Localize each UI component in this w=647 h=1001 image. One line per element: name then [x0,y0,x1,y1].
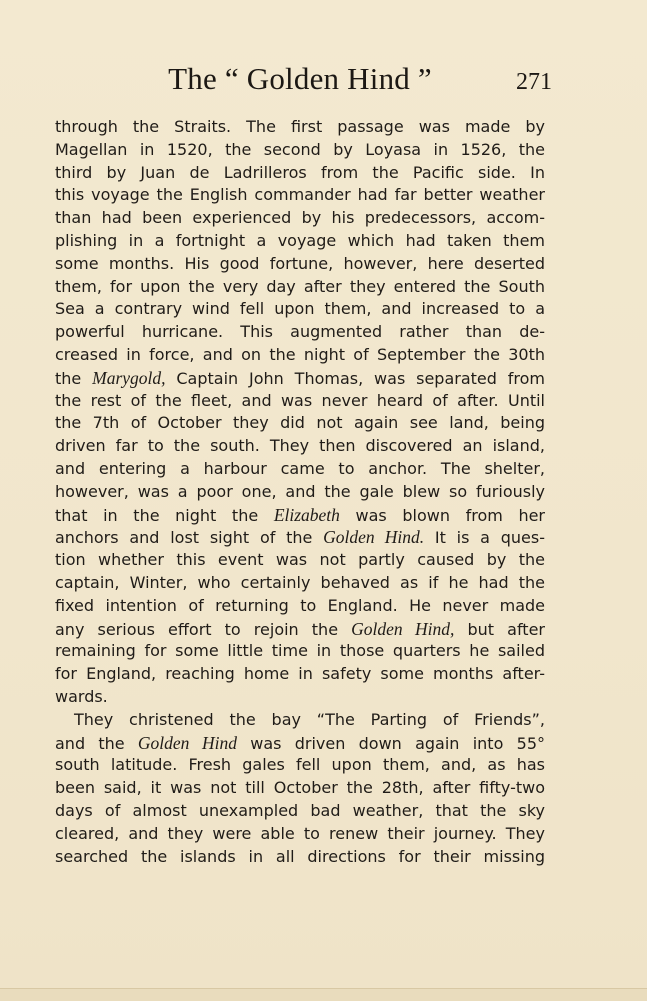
text-line [55,116,545,139]
text-run: some months. His good fortune, however, here deserted [55,253,545,273]
text-run: wards. [55,686,108,706]
text-line [55,663,545,686]
page-bottom-edge [0,988,647,1001]
italic-ship-name: Elizabeth [273,504,340,525]
text-line [55,686,545,709]
text-run: south latitude. Fresh gales fell upon them, and, as has [55,755,545,775]
text-run: and entering a harbour came to anchor. The shelter, [55,458,545,478]
text-run: creased in force, and on the night of September the 30th [55,344,545,364]
text-run: that in the night the [55,505,274,525]
italic-ship-name: Golden Hind. [323,527,425,548]
text-run: driven far to the south. They then discovered an island, [55,436,545,456]
text-run: and the [55,733,138,753]
text-run: any serious effort to rejoin the [55,619,352,639]
page-number: 271 [516,69,552,95]
text-line [55,846,545,869]
body-text [55,116,545,868]
text-run: this voyage the English commander had far better weather [55,185,545,205]
text-run: powerful hurricane. This augmented rather than de- [55,322,545,342]
text-run: however, was a poor one, and the gale blew so furiously [55,481,545,501]
text-run: Captain John Thomas, was separated from [165,368,545,388]
text-line [55,709,545,732]
text-run: searched the islands in all directions for their missing [55,846,545,866]
text-run: was driven down again into 55° [236,733,545,753]
text-run: days of almost unexampled bad weather, that the sky [55,800,545,820]
text-line [55,253,545,276]
text-line [55,618,545,641]
text-run: third by Juan de Ladrilleros from the Pacific side. In [55,162,545,182]
text-run: was blown from her [339,505,545,525]
text-line [55,184,545,207]
text-run: for England, reaching home in safety some months after- [55,664,545,684]
text-run: than had been experienced by his predecessors, accom- [55,208,545,228]
text-line [55,162,545,185]
text-line [55,412,545,435]
text-line [55,435,545,458]
text-line [55,640,545,663]
text-line [55,595,545,618]
text-run: It is a ques- [424,528,545,548]
text-line [55,390,545,413]
text-run: fixed intention of returning to England. He never made [55,595,545,615]
text-line [55,321,545,344]
text-run: plishing in a fortnight a voyage which had taken them [55,230,545,250]
text-run: captain, Winter, who certainly behaved as if he had the [55,572,545,592]
italic-ship-name: Golden Hind, [351,618,455,639]
text-line [55,777,545,800]
text-line [55,572,545,595]
text-line [55,276,545,299]
text-line [55,549,545,572]
page-header [55,56,545,108]
text-run: anchors and lost sight of the [55,528,324,548]
text-line [55,504,545,527]
text-line [55,458,545,481]
text-run: cleared, and they were able to renew their journey. They [55,823,545,843]
text-line [55,754,545,777]
text-line [55,344,545,367]
text-run: Sea a contrary wind fell upon them, and increased to a [55,299,545,319]
italic-ship-name: Golden Hind [137,732,237,753]
text-run: been said, it was not till October the 28th, after fifty-two [55,778,545,798]
text-line [55,298,545,321]
text-run: the 7th of October they did not again see land, being [55,413,545,433]
text-run: tion whether this event was not partly caused by the [55,550,545,570]
text-run: remaining for some little time in those quarters he sailed [55,641,545,661]
running-title: The “ Golden Hind ” [168,61,432,96]
text-line [55,800,545,823]
text-line [55,230,545,253]
text-line [55,526,545,549]
text-run: the [55,368,93,388]
text-line [55,207,545,230]
text-run: but after [454,619,545,639]
text-run: through the Straits. The first passage was made by [55,117,545,136]
text-line [55,139,545,162]
text-line [55,481,545,504]
text-run: They christened the bay “The Parting of Friends”, [74,709,545,729]
text-run: them, for upon the very day after they entered the South [55,276,545,296]
italic-ship-name: Marygold, [92,367,166,388]
text-run: the rest of the fleet, and was never heard of after. Until [55,390,545,410]
text-run: Magellan in 1520, the second by Loyasa in 1526, the [55,139,545,159]
text-line [55,732,545,755]
text-line [55,823,545,846]
text-line [55,367,545,390]
